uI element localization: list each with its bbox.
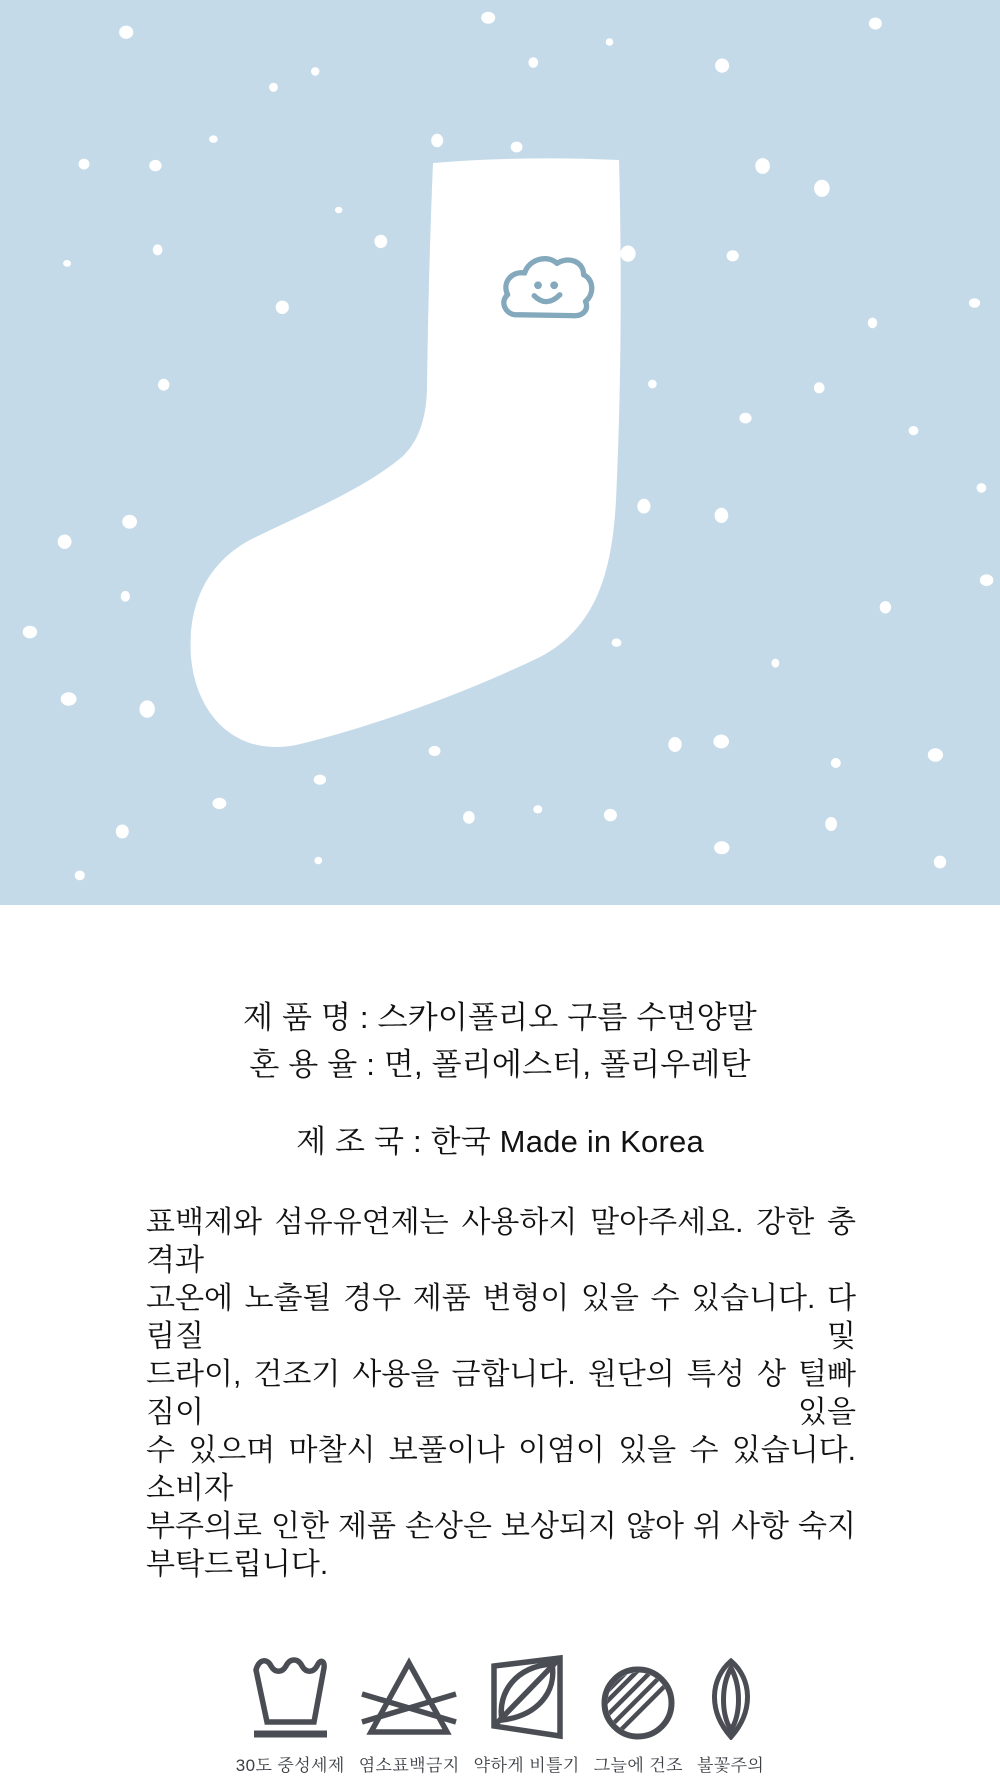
country-of-origin-line: 제 조 국 : 한국 Made in Korea [296, 1124, 704, 1159]
care-notice-line: 고온에 노출될 경우 제품 변형이 있을 수 있습니다. 다림질 및 [146, 1282, 856, 1353]
no-bleach-icon [361, 1656, 457, 1740]
wash-tub-30-icon [250, 1656, 330, 1740]
care-label: 그늘에 건조 [593, 1756, 683, 1775]
dry-in-shade-icon [601, 1666, 675, 1740]
care-notice-line: 드라이, 건조기 사용을 금합니다. 원단의 특성 상 털빠짐이 있을 [146, 1358, 856, 1429]
care-item-wash [236, 1654, 345, 1776]
cloud-eye-left [534, 281, 542, 289]
product-name-line: 제 품 명 : 스카이폴리오 구름 수면양말 [243, 1000, 757, 1035]
flame-caution-icon [702, 1658, 760, 1740]
care-notice [146, 1204, 856, 1584]
care-notice-line: 표백제와 섬유유연제는 사용하지 말아주세요. 강한 충격과 [146, 1206, 856, 1277]
care-item-wring [474, 1654, 580, 1776]
care-item-shade-dry [594, 1654, 683, 1776]
product-info [0, 905, 1000, 1160]
care-notice-line: 부주의로 인한 제품 손상은 보상되지 않아 위 사항 숙지 [146, 1510, 856, 1543]
cloud-eye-right [550, 281, 558, 289]
fiber-content-line: 혼 용 율 : 면, 폴리에스터, 폴리우레탄 [249, 1047, 751, 1082]
care-label: 염소표백금지 [358, 1756, 460, 1775]
care-notice-line: 수 있으며 마찰시 보풀이나 이염이 있을 수 있습니다. 소비자 [146, 1434, 856, 1505]
care-item-no-bleach [359, 1654, 460, 1776]
care-label: 불꽃주의 [696, 1756, 765, 1775]
care-item-flame [697, 1654, 764, 1776]
care-label: 약하게 비틀기 [473, 1756, 580, 1775]
care-symbols-row [0, 1654, 1000, 1776]
care-label: 30도 중성세제 [235, 1756, 345, 1775]
wring-gently-icon [489, 1654, 565, 1740]
care-notice-line: 부탁드립니다. [146, 1548, 329, 1581]
